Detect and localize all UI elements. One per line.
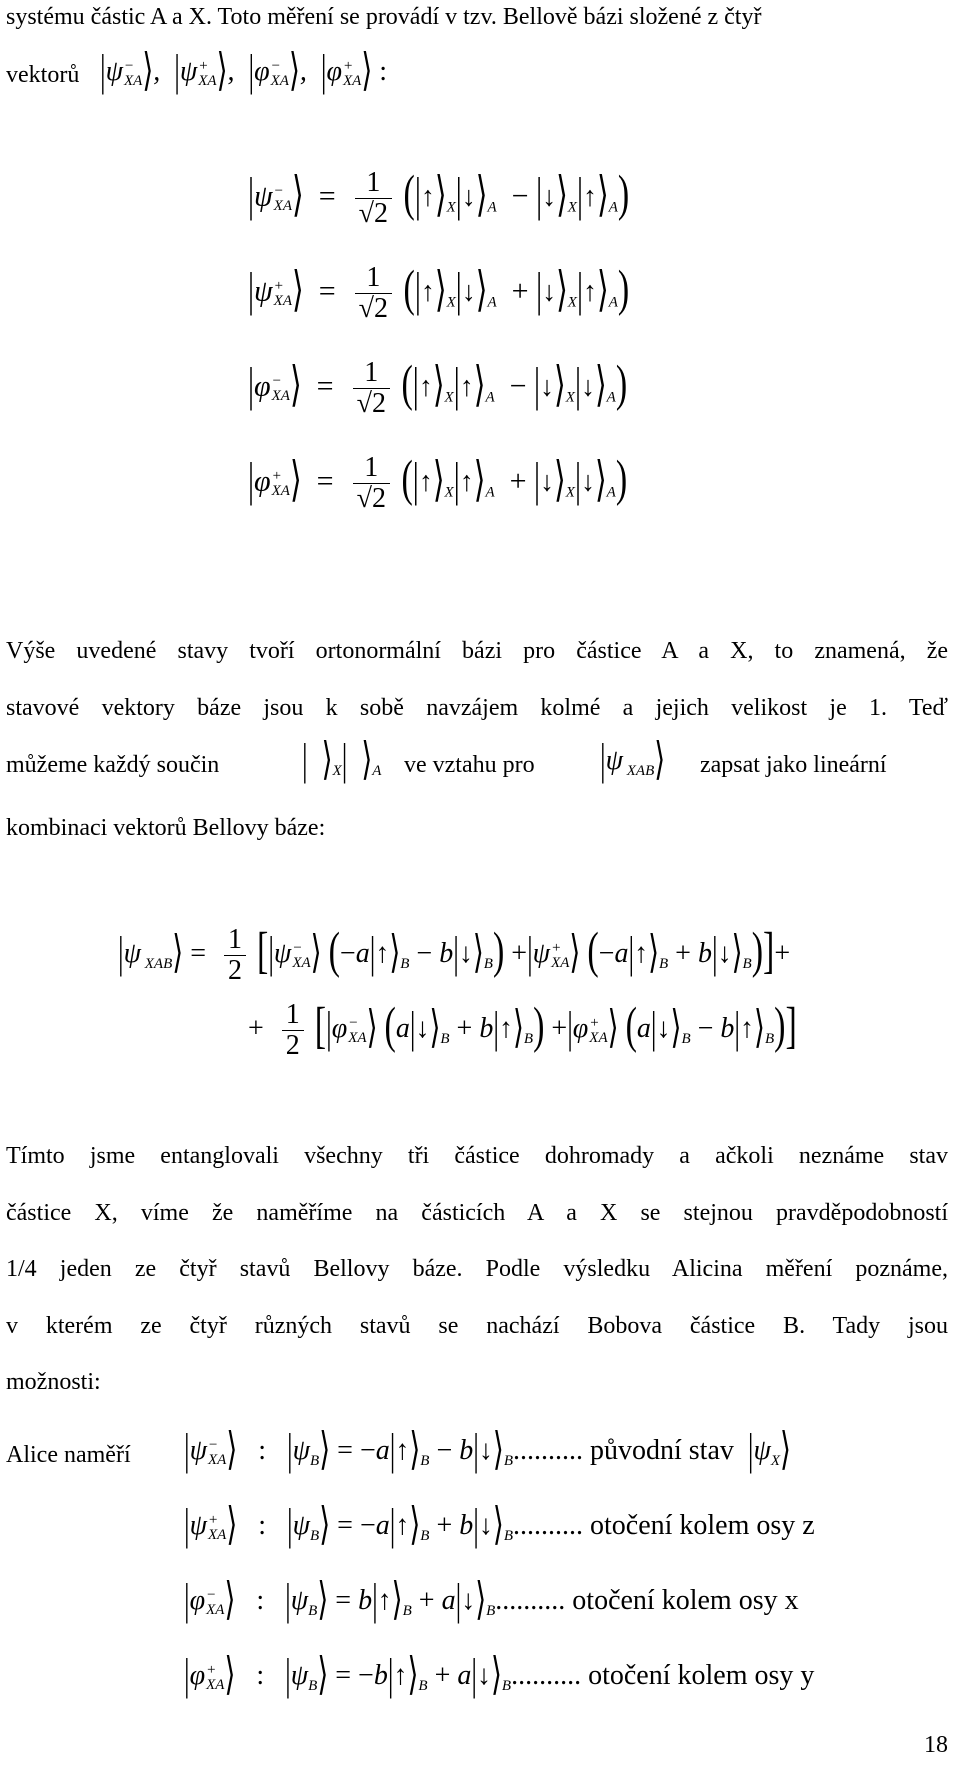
outcome-row-1: |ψ − XA ⟩ : $|\psi_B⟩$ = $-a|↑⟩_B$ − $b|↓⟩_B$.......... původní stav $|\psi_X⟩$: [184, 1425, 791, 1475]
outcome-4-result: otočení kolem osy y: [588, 1660, 815, 1691]
outcome-2-result: otočení kolem osy z: [589, 1510, 815, 1541]
para2-line-3-part-c: zapsat jako lineární: [700, 752, 887, 778]
bell-state-psi-plus: |ψ + XA ⟩ = $\frac{1}{√2}$ ($|↑⟩_X|↓⟩_A$ + $|↓⟩_X|↑⟩_A$): [248, 261, 630, 324]
page-number: 18: [924, 1732, 948, 1758]
para2-line-3: [6, 750, 219, 780]
para3-line-4: v kterém ze čtyř různých stavů se nachází Bobova částice B. Tady jsou: [6, 1313, 948, 1339]
text-line-1: systému částic A a X. Toto měření se provádí v tzv. Bellově bázi složené z čtyř: [6, 4, 762, 30]
outcome-3-result: otočení kolem osy x: [572, 1585, 799, 1616]
para3-line-5: možnosti:: [6, 1369, 101, 1395]
alice-measures-label: Alice naměří: [6, 1442, 131, 1468]
outcome-row-3: |φ − XA ⟩ : $|\psi_B⟩$ = $b|↑⟩_B$ + $a|↓⟩_B$.......... otočení kolem osy x: [184, 1575, 799, 1625]
expansion-line-1: |ψ $_{XAB}$⟩ = $\frac{1}{2}$ [|ψ − XA ⟩ ($-a|↑⟩_B$ − $b|↓⟩_B) +|\psi$ + XA ⟩ ($-a|↑⟩_B$ + $b|↓⟩_B)]+$: [118, 923, 791, 986]
bell-state-phi-minus: |φ − XA ⟩ = $\frac{1}{√2}$ ($|↑⟩_X|↑⟩_A$ − $|↓⟩_X|↓⟩_A$): [248, 356, 628, 419]
bell-state-phi-plus: |φ + XA ⟩ = $\frac{1}{√2}$ ($|↑⟩_X|↑⟩_A$ + $|↓⟩_X|↓⟩_A$): [248, 451, 628, 514]
para2-line-3-part-a: můžeme každý součin: [6, 752, 220, 778]
outcome-row-4: |φ + XA ⟩ : $|\psi_B⟩$ = $-b|↑⟩_B$ + $a|↓⟩_B$.......... otočení kolem osy y: [184, 1650, 815, 1700]
para3-line-3: 1/4 jeden ze čtyř stavů Bellovy báze. Podle výsledku Alicina měření poznáme,: [6, 1256, 948, 1282]
para2-line-4: kombinaci vektorů Bellovy báze:: [6, 815, 326, 841]
text-line-2: [6, 60, 79, 90]
outcome-row-2: |ψ + XA ⟩ : $|\psi_B⟩$ = $-a|↑⟩_B$ + $b|↓⟩_B$.......... otočení kolem osy z: [184, 1500, 815, 1550]
para2-line-2: stavové vektory báze jsou k sobě navzájem kolmé a jejich velikost je 1. Teď: [6, 695, 948, 721]
para3-line-1: Tímto jsme entanglovali všechny tři částice dohromady a ačkoli neznáme stav: [6, 1143, 948, 1169]
para2-line-3-part-b: ve vztahu pro: [404, 752, 535, 778]
para3-line-2: částice X, víme že naměříme na částicích A a X se stejnou pravděpodobností: [6, 1200, 948, 1226]
bell-basis-list: |ψ − XA ⟩, |ψ + XA ⟩, |φ − XA ⟩, |φ + XA ⟩ :: [100, 46, 388, 96]
expansion-line-2: + $\frac{1}{2}$ [|φ − XA ⟩ ($a|↓⟩_B$ + $b|↑⟩_B) +|\varphi$ + XA ⟩ ($a|↓⟩_B$ − $b|↑⟩_B$)]: [248, 998, 797, 1061]
para2-line-1: Výše uvedené stavy tvoří ortonormální bázi pro částice A a X, to znamená, že: [6, 638, 948, 664]
psi-xab-ket: |ψ $_{XAB}$⟩: [600, 735, 666, 785]
outcome-1-result: původní stav: [589, 1435, 734, 1466]
product-ket-xa: | $⟩_X|$ $⟩_A$: [302, 735, 382, 785]
vectors-label: vektorů: [6, 62, 80, 88]
bell-state-psi-minus: |ψ − XA ⟩ = $\frac{1}{√2}$ ($|↑⟩_X|↓⟩_A$ − $|↓⟩_X|↑⟩_A$): [248, 166, 630, 229]
